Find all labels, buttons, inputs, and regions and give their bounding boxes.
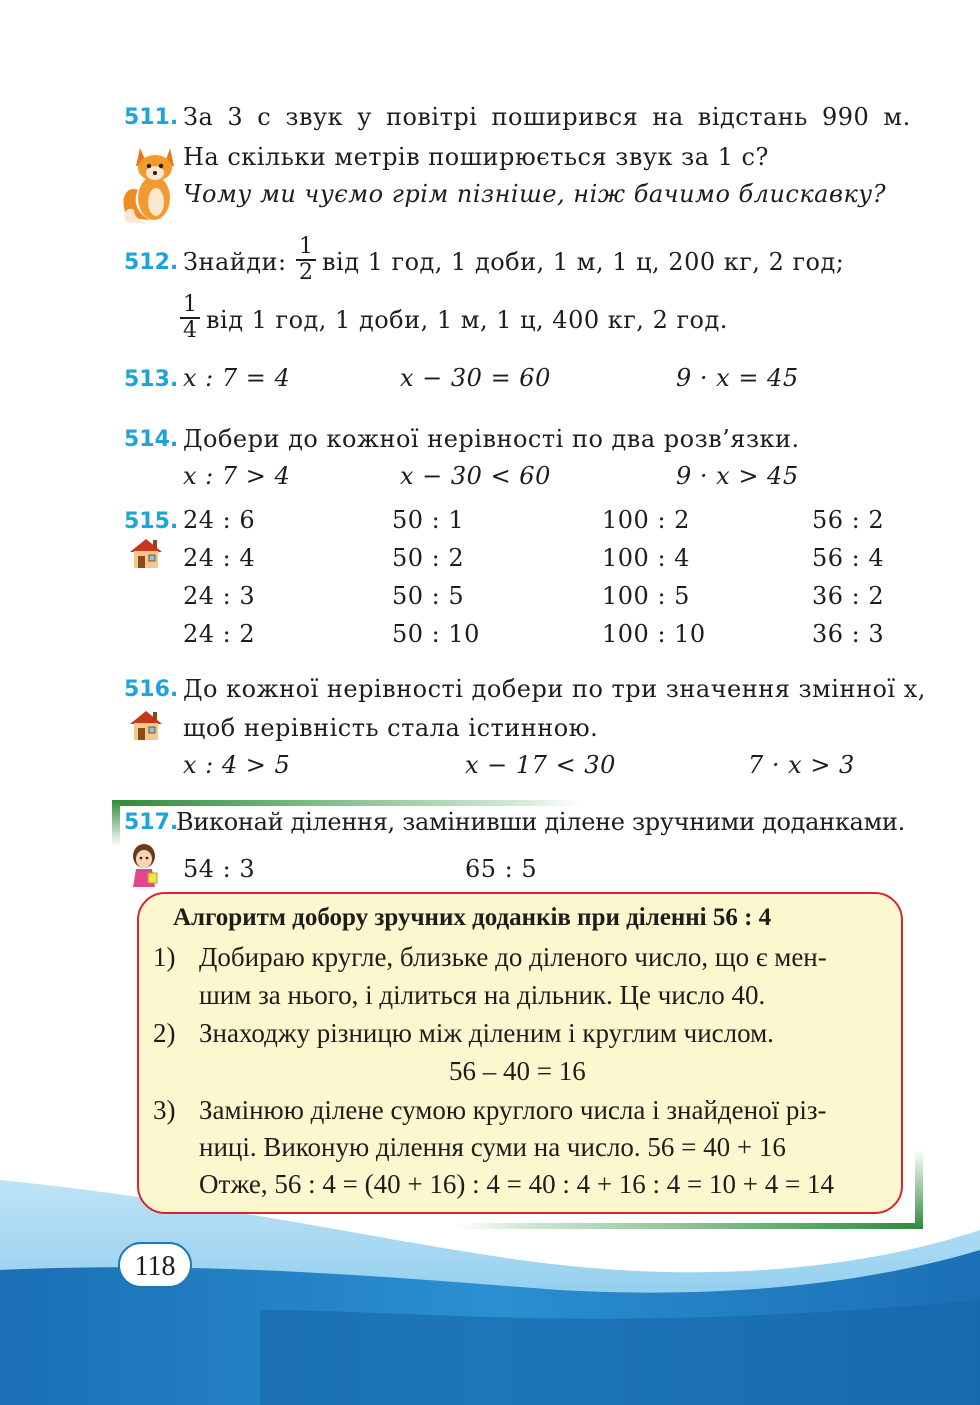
- step-equation: 56 – 40 = 16: [449, 1056, 586, 1086]
- division-item: 50 : 10: [392, 620, 480, 648]
- equation: x : 7 = 4: [183, 364, 291, 392]
- exercise-515-number: 515.: [124, 509, 179, 534]
- inequality: 7 · x > 3: [748, 751, 855, 779]
- division-item: 54 : 3: [183, 855, 256, 883]
- page-number: 118: [118, 1242, 192, 1288]
- inequality: x : 4 > 5: [183, 751, 291, 779]
- exercise-512-line-2: від 1 год, 1 доби, 1 м, 1 ц, 400 кг, 2 год.: [206, 306, 728, 334]
- step-number: 1): [153, 942, 176, 972]
- fraction-one-half: [296, 236, 316, 284]
- exercise-517-text: Виконай ділення, замінивши ділене зручними доданками.: [176, 808, 905, 836]
- equation: x − 30 = 60: [400, 364, 551, 392]
- step-text: Добираю кругле, близьке до діленого число, що є мен-: [199, 942, 827, 972]
- inequality: 9 · x > 45: [676, 462, 799, 490]
- step-text: Отже, 56 : 4 = (40 + 16) : 4 = 40 : 4 + 16 : 4 = 10 + 4 = 14: [199, 1169, 834, 1199]
- division-item: 24 : 4: [183, 544, 256, 572]
- division-item: 100 : 10: [602, 620, 706, 648]
- exercise-512-number: 512.: [124, 250, 179, 275]
- inequality: x − 17 < 30: [465, 751, 616, 779]
- fraction-one-quarter: [180, 294, 200, 342]
- exercise-517-number: 517.: [124, 810, 179, 835]
- step-text: ниці. Виконую ділення суми на число. 56 = 40 + 16: [199, 1132, 786, 1162]
- green-bar-top: [112, 800, 582, 806]
- exercise-513-number: 513.: [124, 367, 179, 392]
- algorithm-box: [137, 892, 903, 1214]
- step-text: Замінюю ділене сумою круглого числа і знайденої різ-: [199, 1095, 827, 1125]
- green-bar-right: [915, 1150, 923, 1229]
- exercise-511-line-3: Чому ми чуємо грім пізніше, ніж бачимо блискавку?: [183, 180, 887, 208]
- division-item: 56 : 2: [812, 506, 885, 534]
- fraction-numerator: 1: [183, 292, 197, 317]
- step-number: 3): [153, 1095, 176, 1125]
- division-item: 100 : 5: [602, 582, 690, 610]
- exercise-514-number: 514.: [124, 427, 179, 452]
- exercise-516-line-1: До кожної нерівності добери по три значення змінної x,: [183, 675, 926, 703]
- division-item: 36 : 3: [812, 620, 885, 648]
- division-item: 50 : 5: [392, 582, 465, 610]
- fraction-numerator: 1: [299, 234, 313, 259]
- inequality: x − 30 < 60: [400, 462, 551, 490]
- fox-icon: [118, 140, 180, 232]
- house-icon: [128, 536, 164, 570]
- division-item: 100 : 4: [602, 544, 690, 572]
- step-text: Знаходжу різницю між діленим і круглим числом.: [199, 1018, 774, 1048]
- division-item: 24 : 3: [183, 582, 256, 610]
- division-item: 36 : 2: [812, 582, 885, 610]
- fraction-denominator: 4: [183, 318, 197, 343]
- algorithm-title: Алгоритм добору зручних доданків при діленні 56 : 4: [173, 904, 772, 931]
- exercise-512-lead: Знайди:: [183, 248, 287, 276]
- exercise-511-number: 511.: [124, 105, 179, 130]
- equation: 9 · x = 45: [676, 364, 799, 392]
- house-icon: [128, 708, 164, 742]
- exercise-511-line-2: На скільки метрів поширюється звук за 1 с?: [183, 143, 769, 171]
- division-item: 100 : 2: [602, 506, 690, 534]
- girl-icon: [128, 843, 162, 891]
- fraction-denominator: 2: [299, 260, 313, 285]
- exercise-511-line-1: За 3 с звук у повітрі поширився на відстань 990 м.: [183, 103, 911, 131]
- division-item: 65 : 5: [465, 855, 538, 883]
- division-item: 50 : 2: [392, 544, 465, 572]
- inequality: x : 7 > 4: [183, 462, 291, 490]
- step-text: шим за нього, і ділиться на дільник. Це число 40.: [199, 980, 766, 1010]
- green-bar-left: [112, 800, 120, 846]
- division-item: 56 : 4: [812, 544, 885, 572]
- exercise-514-text: Добери до кожної нерівності по два розв’язки.: [183, 425, 800, 453]
- division-item: 50 : 1: [392, 506, 465, 534]
- step-number: 2): [153, 1018, 176, 1048]
- division-item: 24 : 2: [183, 620, 256, 648]
- green-bar-bottom: [455, 1223, 923, 1229]
- exercise-516-number: 516.: [124, 677, 179, 702]
- exercise-516-line-2: щоб нерівність стала істинною.: [183, 714, 599, 742]
- exercise-512-line-1: від 1 год, 1 доби, 1 м, 1 ц, 200 кг, 2 год;: [322, 248, 845, 276]
- division-item: 24 : 6: [183, 506, 256, 534]
